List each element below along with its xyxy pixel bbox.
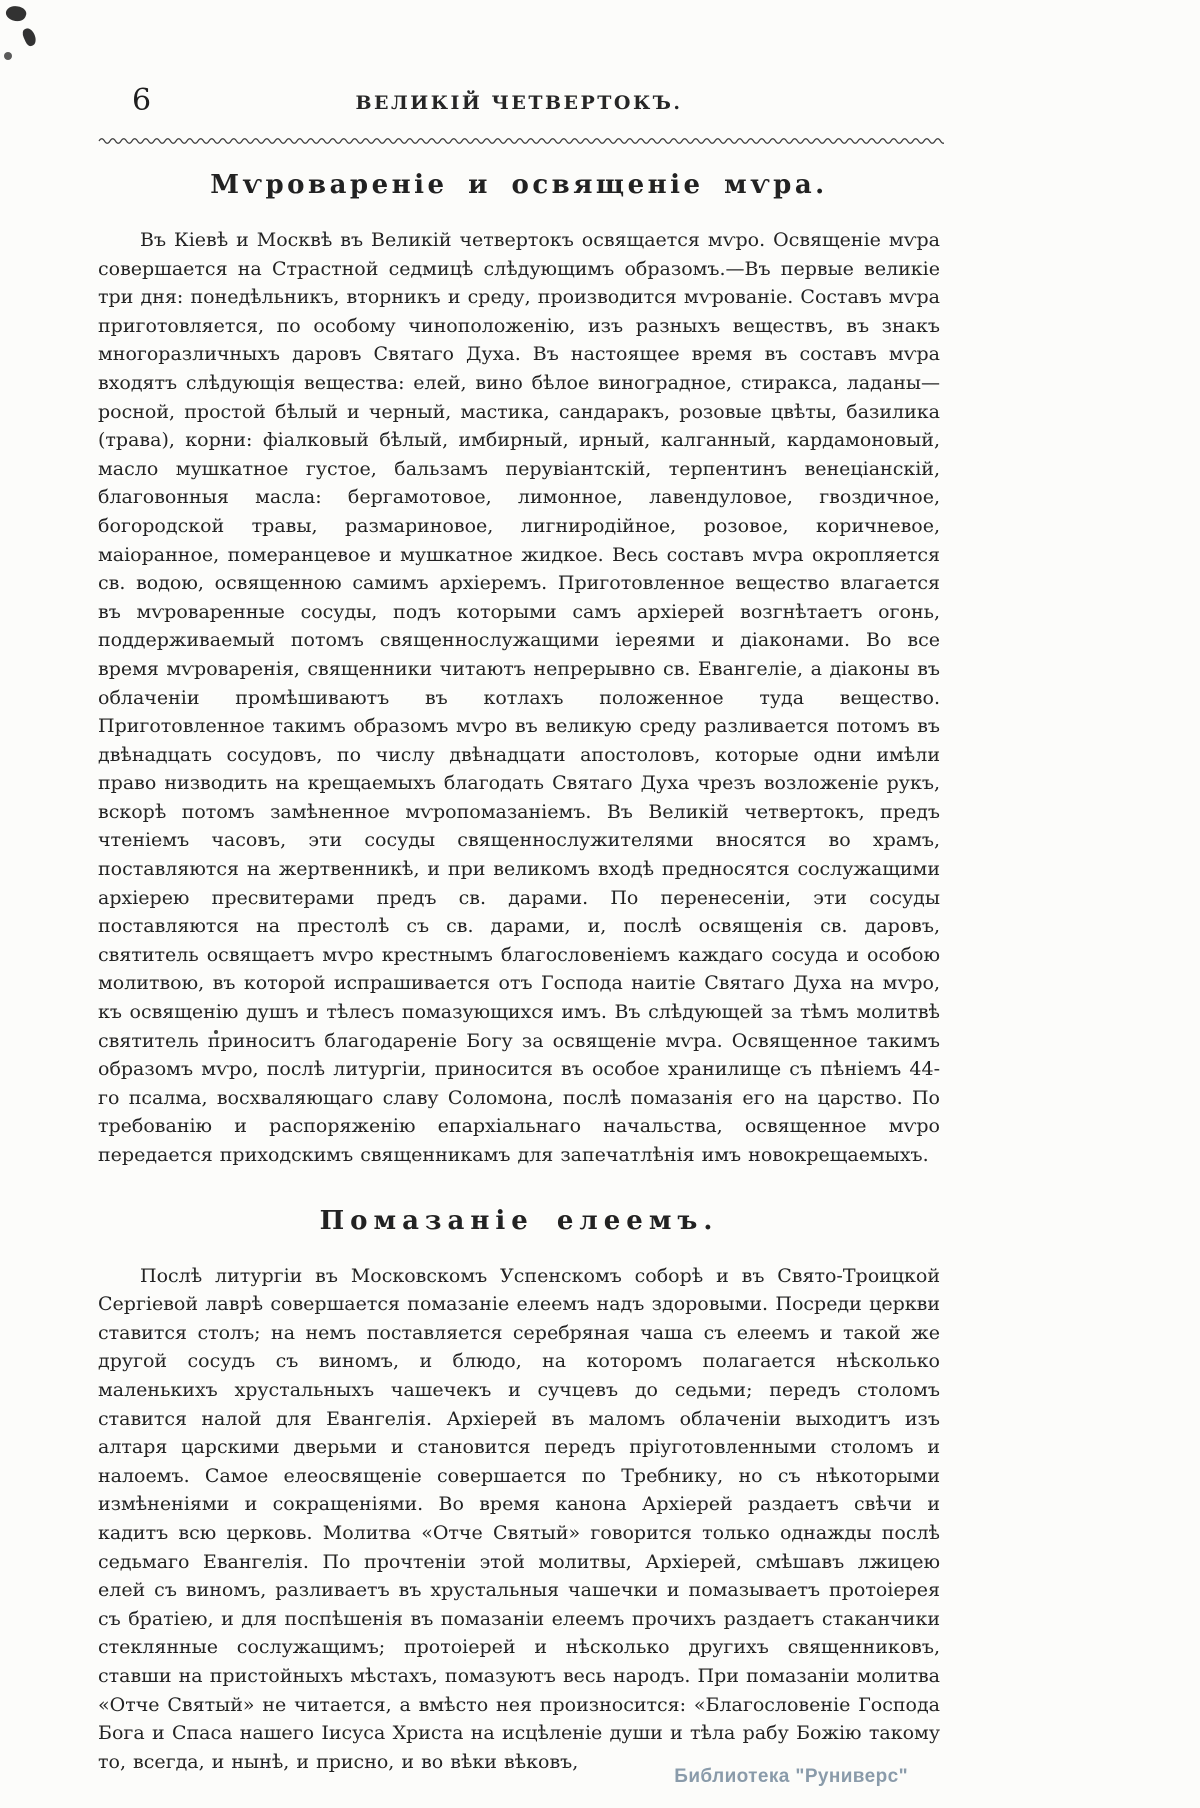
scan-artifact [4,52,12,60]
section-title-pomazanie: Помазаніе елеемъ. [319,1205,719,1236]
paragraph-pomazanie: Послѣ литургіи въ Московскомъ Успенскомъ соборѣ и въ Свято-Троицкой Сергіевой лаврѣ совершается помазаніе елеемъ надъ здоровыми. Посреди церкви ставится столъ; на немъ поставляется серебряная чаша съ елеемъ и такой же другой сосудъ съ виномъ, и блюдо, на которомъ полагается нѣсколько маленькихъ хрустальныхъ чашечекъ и сучцевъ до седьми; передъ столомъ ставится налой для Евангелія. Архіерей въ маломъ облаченіи выходитъ изъ алтаря царскими дверьми и становится передъ пріуготовленными столомъ и налоемъ. Самое елеосвященіе совершается по Требнику, но съ нѣкоторыми измѣненіями и сокращеніями. Во время канона Архіерей раздаетъ свѣчи и кадитъ всю церковь. Молитва «Отче Святый» говорится только однажды послѣ седьмаго Евангелія. По прочтеніи этой молитвы, Архіерей, смѣшавъ лжицею елей съ виномъ, разливаетъ въ хрустальныя чашечки и помазываетъ протоіерея съ братіею, и для поспѣшенія въ помазаніи елеемъ прочихъ раздаетъ стаканчики стеклянные сослужащимъ; протоіерей и нѣсколько другихъ священниковъ, ставши на пристойныхъ мѣстахъ, помазуютъ весь народъ. При помазаніи молитва «Отче Святый» не читается, а вмѣсто нея произносится: «Благословеніе Господа Бога и Спаса нашего Іисуса Христа на исцѣленіе души и тѣла рабу Божію такому то, всегда, и нынѣ, и присно, и во вѣки вѣковъ, [98,1264,940,1773]
scan-artifact [21,27,38,48]
running-header: ВЕЛИКІЙ ЧЕТВЕРТОКЪ. [355,92,683,114]
decorative-rule [98,132,940,144]
library-watermark: Библиотека "Руниверс" [674,1766,908,1787]
text-column [98,0,940,1776]
scan-artifact [4,3,28,23]
paragraph-myrovarenie: Въ Кіевѣ и Москвѣ въ Великій четвертокъ освящается мѵро. Освященіе мѵра совершается на Страстной седмицѣ слѣдующимъ образомъ.—Въ первые великіе три дня: понедѣльникъ, вторникъ и среду, производится мѵрованіе. Составъ мѵра приготовляется, по особому чиноположенію, изъ разныхъ веществъ, въ знакъ многоразличныхъ даровъ Святаго Духа. Въ настоящее время въ составъ мѵра входятъ слѣдующія вещества: елей, вино бѣлое виноградное, стиракса, ладаны—росной, простой бѣлый и черный, мастика, сандаракъ, розовые цвѣты, базилика (трава), корни: фіалковый бѣлый, имбирный, ирный, калганный, кардамоновый, масло мушкатное густое, бальзамъ перувіантскій, терпентинъ венеціанскій, благовонныя масла: бергамотовое, лимонное, лавендуловое, гвоздичное, богородской травы, размариновое, лигниродійное, розовое, коричневое, маіоранное, померанцевое и мушкатное жидкое. Весь составъ мѵра окропляется св. водою, освященною самимъ архіеремъ. Приготовленное вещество влагается въ мѵроваренные сосуды, подъ которыми самъ архіерей возгнѣтаетъ огонь, поддерживаемый потомъ священнослужащими іереями и діаконами. Во все время мѵроваренія, священники читаютъ непрерывно св. Евангеліе, а діаконы въ облаченіи промѣшиваютъ въ котлахъ положенное туда вещество. Приготовленное такимъ образомъ мѵро въ великую среду разливается потомъ въ двѣнадцать сосудовъ, по числу двѣнадцати апостоловъ, которые одни имѣли право низводить на крещаемыхъ благодать Святаго Духа чрезъ возложеніе рукъ, вскорѣ потомъ замѣненное мѵропомазаніемъ. Въ Великій четвертокъ, предъ чтеніемъ часовъ, эти сосуды священнослужителями вносятся во храмъ, поставляются на жертвенникѣ, и при великомъ входѣ предносятся сослужащими архіерею пресвитерами предъ св. дарами. По перенесеніи, эти сосуды поставляются на престолѣ съ св. дарами, и, послѣ освященія св. даровъ, святитель освящаетъ мѵро крестнымъ благословеніемъ каждаго сосуда и особою молитвою, въ которой испрашивается отъ Господа наитіе Святаго Духа на мѵро, къ освященію душъ и тѣлесъ помазующихся имъ. Въ слѣдующей за тѣмъ молитвѣ святитель приноситъ благодареніе Богу за освященіе мѵра. Освященное такимъ образомъ мѵро, послѣ литургіи, приносится въ особое хранилище съ пѣніемъ 44-го псалма, восхваляющаго славу Соломона, послѣ помазанія его на царство. По требованію и распоряженію епархіальнаго начальства, освященное мѵро передается приходскимъ священникамъ для запечатлѣнія имъ новокрещаемыхъ. [98,229,940,1166]
page-header [98,83,940,132]
page-number: 6 [132,83,152,118]
section-title-myrovarenie: Мѵровареніе и освященіе мѵра. [210,170,828,200]
